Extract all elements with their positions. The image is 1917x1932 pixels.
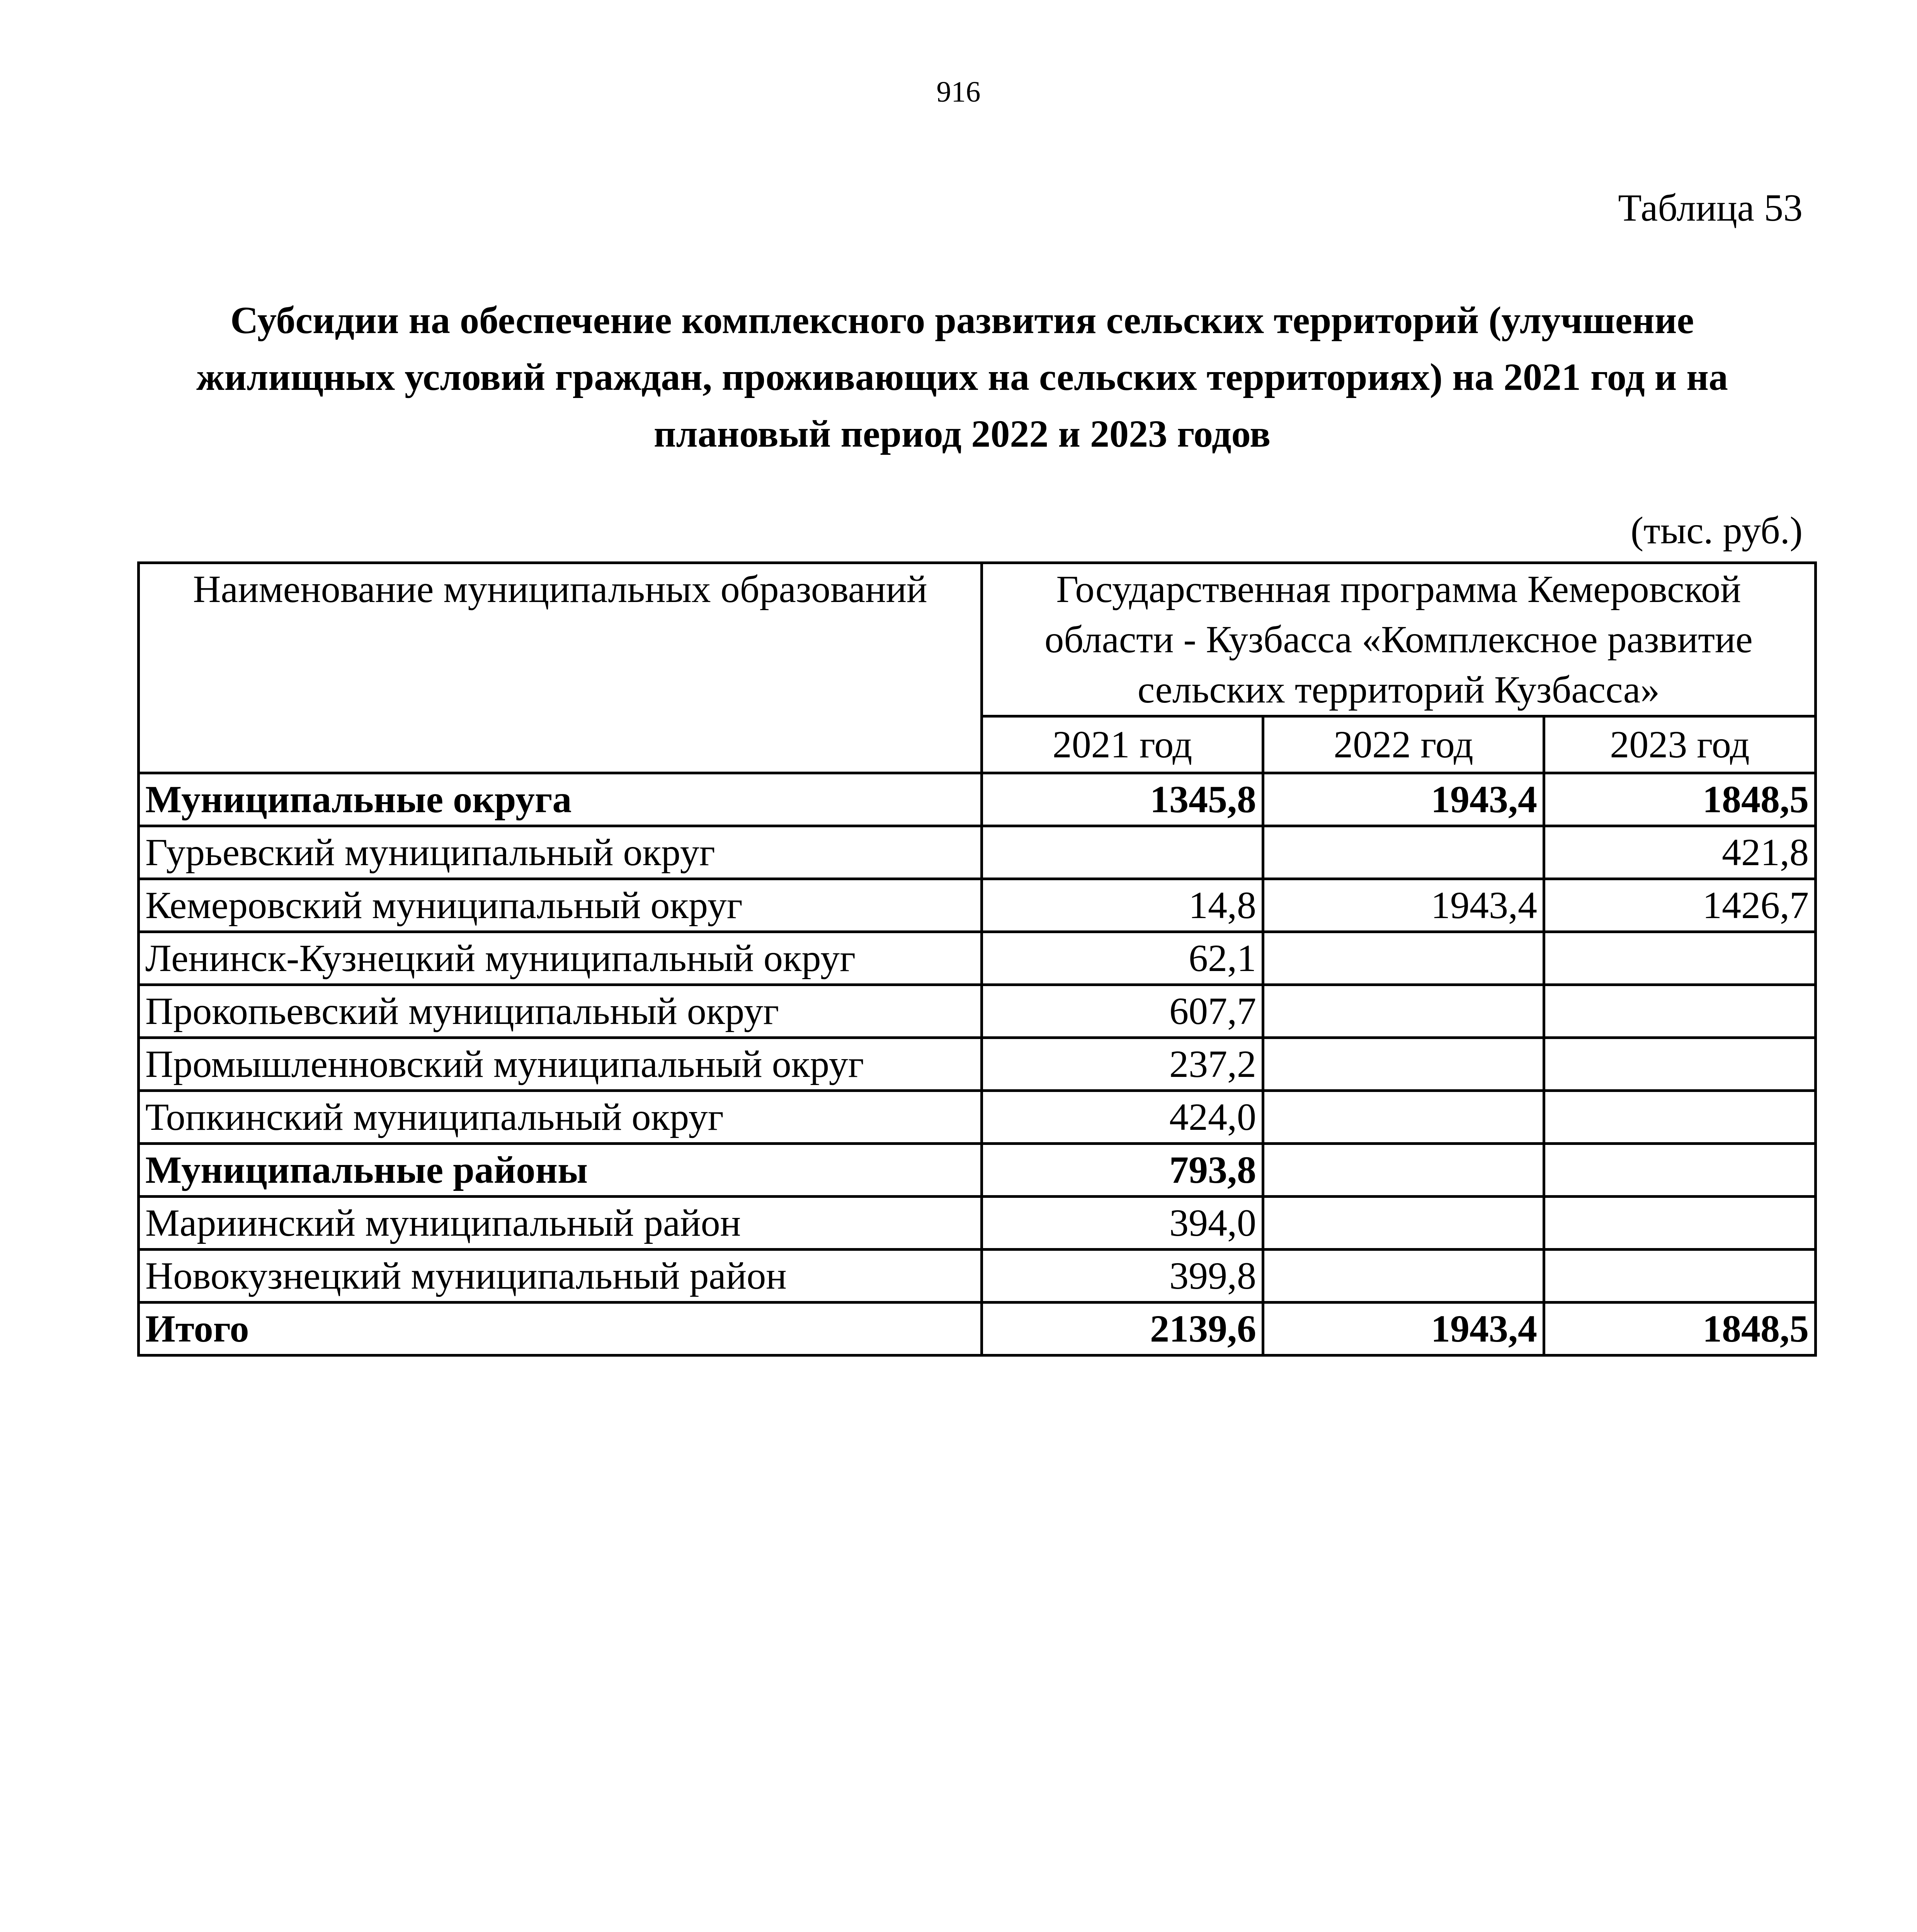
value-2022: 1943,4 — [1263, 773, 1544, 826]
row-name: Муниципальные округа — [139, 773, 982, 826]
value-2022 — [1263, 1250, 1544, 1303]
value-2022: 1943,4 — [1263, 879, 1544, 932]
units-label: (тыс. руб.) — [1630, 509, 1803, 552]
table-row — [139, 985, 1816, 1038]
subsidies-table — [137, 561, 1817, 1357]
table-row — [139, 1197, 1816, 1250]
value-2023: 1848,5 — [1544, 773, 1816, 826]
header-program: Государственная программа Кемеровской области - Кузбасса «Комплексное развитие сельских территорий Кузбасса» — [982, 563, 1816, 716]
value-2023 — [1544, 1038, 1816, 1091]
value-2023 — [1544, 1091, 1816, 1144]
row-name: Промышленновский муниципальный округ — [139, 1038, 982, 1091]
row-name: Новокузнецкий муниципальный район — [139, 1250, 982, 1303]
table-row-total — [139, 1303, 1816, 1355]
value-2023 — [1544, 1197, 1816, 1250]
value-2022 — [1263, 1144, 1544, 1197]
value-2022 — [1263, 1197, 1544, 1250]
row-name: Гурьевский муниципальный округ — [139, 826, 982, 879]
row-name: Итого — [139, 1303, 982, 1355]
value-2023: 421,8 — [1544, 826, 1816, 879]
document-title: Субсидии на обеспечение комплексного развития сельских территорий (улучшение жилищных условий граждан, проживающих на сельских территориях) на 2021 год и на плановый период 2022 и 2023 годов — [196, 299, 1728, 455]
value-2021: 793,8 — [982, 1144, 1263, 1197]
row-name: Ленинск-Кузнецкий муниципальный округ — [139, 932, 982, 985]
value-2023: 1426,7 — [1544, 879, 1816, 932]
table-row — [139, 1038, 1816, 1091]
table-row — [139, 1144, 1816, 1197]
value-2021: 424,0 — [982, 1091, 1263, 1144]
table-row — [139, 879, 1816, 932]
table-label: Таблица 53 — [1618, 186, 1803, 229]
value-2021: 394,0 — [982, 1197, 1263, 1250]
table-row — [139, 1091, 1816, 1144]
table-row — [139, 1250, 1816, 1303]
value-2023 — [1544, 1144, 1816, 1197]
value-2023 — [1544, 985, 1816, 1038]
header-year-2022: 2022 год — [1263, 716, 1544, 773]
header-municipality-name: Наименование муниципальных образований — [139, 563, 982, 773]
row-name: Прокопьевский муниципальный округ — [139, 985, 982, 1038]
value-2023 — [1544, 1250, 1816, 1303]
value-2021: 62,1 — [982, 932, 1263, 985]
value-2022 — [1263, 1038, 1544, 1091]
row-name: Топкинский муниципальный округ — [139, 1091, 982, 1144]
value-2021: 2139,6 — [982, 1303, 1263, 1355]
value-2022: 1943,4 — [1263, 1303, 1544, 1355]
value-2021 — [982, 826, 1263, 879]
row-name: Мариинский муниципальный район — [139, 1197, 982, 1250]
value-2023: 1848,5 — [1544, 1303, 1816, 1355]
value-2021: 14,8 — [982, 879, 1263, 932]
page-number: 916 — [936, 76, 981, 108]
value-2021: 1345,8 — [982, 773, 1263, 826]
value-2021: 237,2 — [982, 1038, 1263, 1091]
value-2021: 607,7 — [982, 985, 1263, 1038]
table-row — [139, 826, 1816, 879]
value-2022 — [1263, 826, 1544, 879]
table-row — [139, 932, 1816, 985]
value-2021: 399,8 — [982, 1250, 1263, 1303]
table-row — [139, 773, 1816, 826]
header-year-2021: 2021 год — [982, 716, 1263, 773]
row-name: Кемеровский муниципальный округ — [139, 879, 982, 932]
row-name: Муниципальные районы — [139, 1144, 982, 1197]
table-header-row — [139, 563, 1816, 716]
value-2022 — [1263, 932, 1544, 985]
value-2022 — [1263, 985, 1544, 1038]
header-year-2023: 2023 год — [1544, 716, 1816, 773]
value-2023 — [1544, 932, 1816, 985]
value-2022 — [1263, 1091, 1544, 1144]
